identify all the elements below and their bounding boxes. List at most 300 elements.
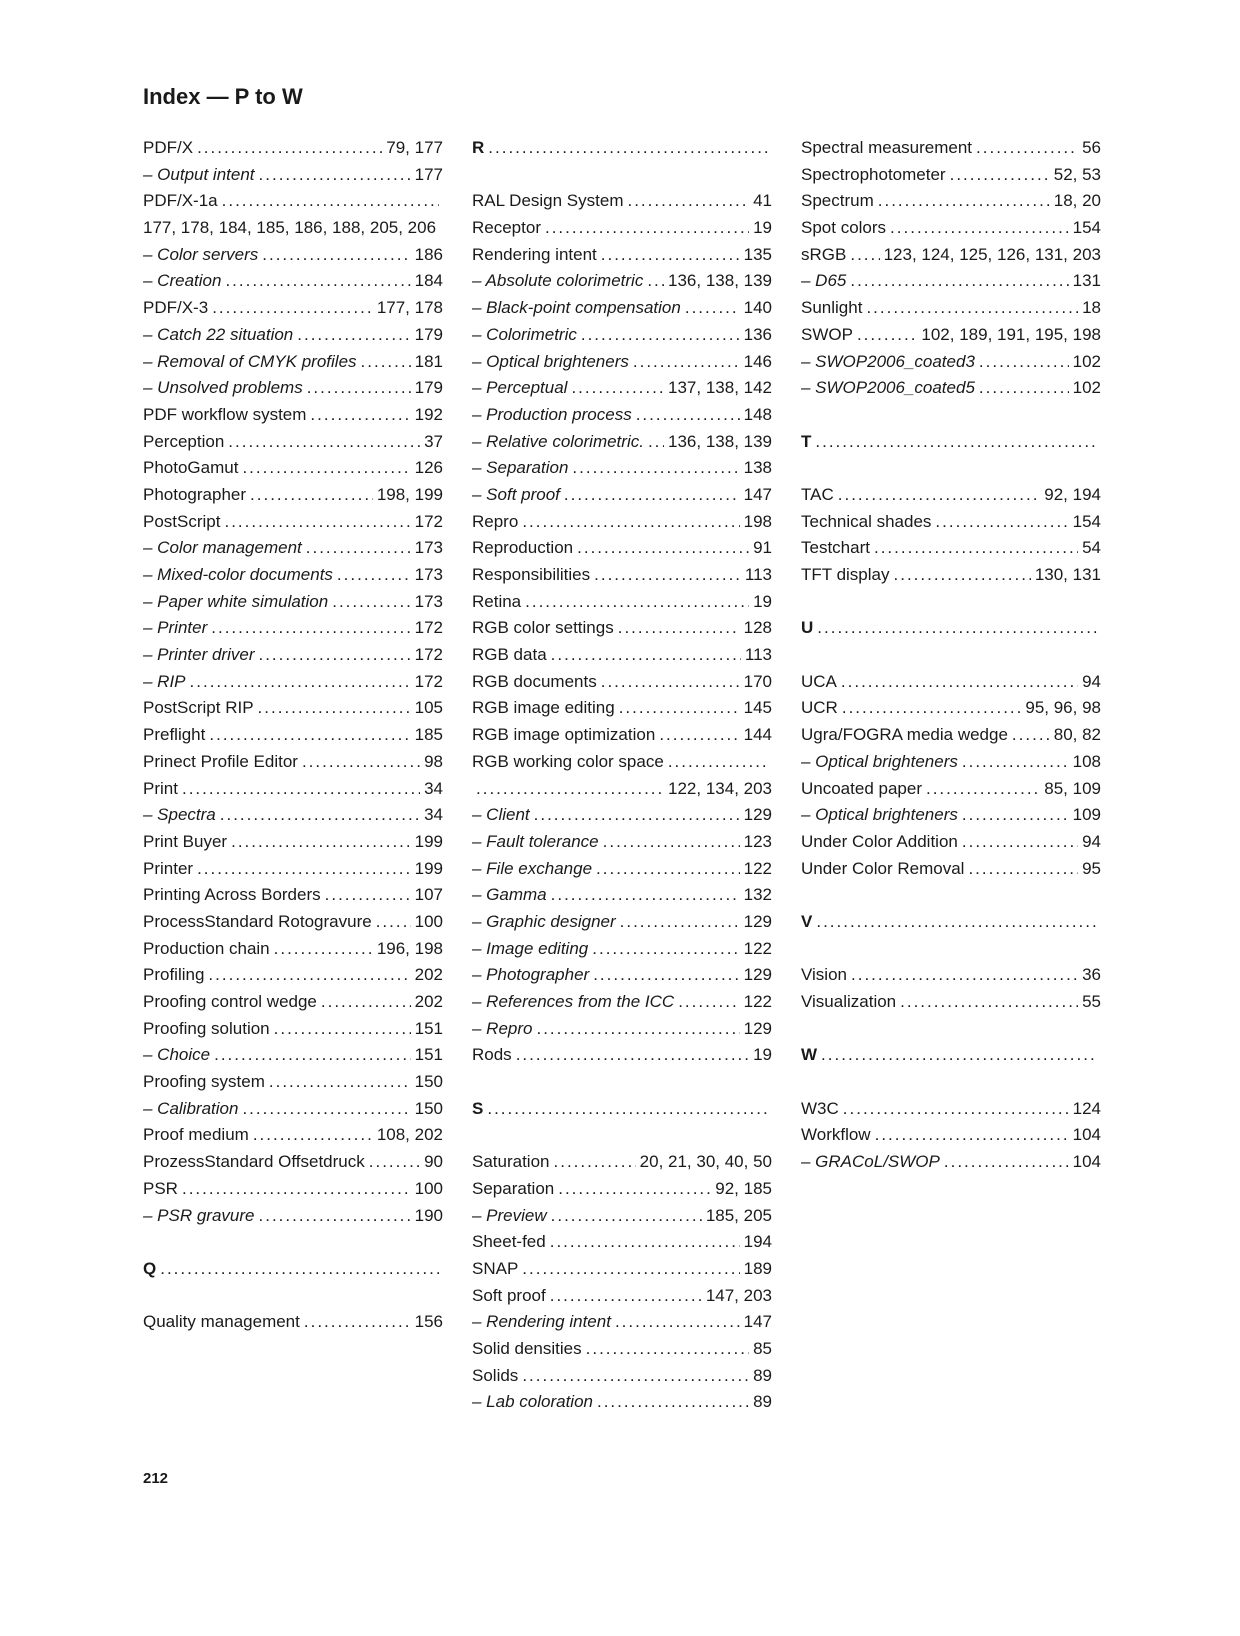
dot-leader: [668, 749, 768, 776]
page-refs: 95: [1082, 858, 1101, 878]
index-entry: [472, 642, 772, 669]
index-letter-heading: [801, 615, 1101, 642]
page-refs: 122: [743, 938, 772, 958]
page-refs: 154: [1072, 511, 1101, 531]
index-term: – Catch 22 situation: [143, 324, 294, 344]
index-entry: [472, 509, 772, 536]
page-refs: 146: [743, 351, 772, 371]
index-entry: [143, 1203, 443, 1230]
dot-leader: [596, 856, 740, 883]
dot-leader: [979, 375, 1069, 402]
index-term: – Image editing: [472, 938, 589, 958]
page-refs: 173: [414, 565, 443, 584]
index-entry: [472, 722, 772, 749]
index-term: Print: [143, 778, 178, 798]
index-term: – Output intent: [143, 164, 255, 184]
index-term: – Printer driver: [143, 645, 255, 665]
index-entry: [801, 349, 1101, 376]
dot-leader: [601, 669, 740, 696]
index-term: Prinect Profile Editor: [143, 751, 298, 771]
index-entry: [143, 562, 443, 589]
page-refs: 198, 199: [376, 484, 443, 504]
index-entry: [801, 562, 1101, 589]
index-term: Responsibilities: [472, 565, 591, 584]
dot-leader: [603, 829, 740, 856]
index-entry: [143, 429, 443, 456]
dot-leader: [242, 1096, 410, 1123]
page-refs: 132: [743, 885, 772, 905]
dot-leader: [551, 642, 741, 669]
index-entry: [472, 669, 772, 696]
index-entry: [472, 856, 772, 883]
index-entry: [472, 1283, 772, 1310]
index-entry: [143, 909, 443, 936]
dot-leader: [211, 615, 410, 642]
dot-leader: [968, 856, 1078, 883]
dot-leader: [564, 482, 740, 509]
page-refs: 177, 178: [376, 298, 443, 318]
dot-leader: [633, 349, 740, 376]
page-refs: 104: [1072, 1152, 1101, 1172]
index-entry: [143, 856, 443, 883]
index-entry: [472, 1176, 772, 1203]
dot-leader: [878, 188, 1050, 215]
page-refs: 202: [414, 965, 443, 985]
index-entry: [143, 322, 443, 349]
dot-leader: [488, 135, 768, 162]
index-term: PostScript RIP: [143, 698, 254, 718]
index-entry: [143, 722, 443, 749]
index-term: PDF/X: [143, 138, 194, 157]
index-entry: [143, 936, 443, 963]
dot-leader: [850, 242, 879, 269]
dot-leader: [208, 962, 410, 989]
page-refs: 129: [743, 805, 772, 825]
index-term: PDF/X-3: [143, 298, 209, 318]
index-entry: [472, 1016, 772, 1043]
page-refs: 192: [414, 404, 443, 424]
dot-leader: [592, 936, 739, 963]
letter-label: S: [472, 1098, 484, 1118]
page-refs: 89: [753, 1392, 772, 1412]
index-spacer: [143, 1283, 443, 1310]
dot-leader: [627, 188, 749, 215]
index-entry: [143, 1096, 443, 1123]
dot-leader: [337, 562, 411, 589]
page-refs: 108: [1072, 751, 1101, 771]
dot-leader: [900, 989, 1078, 1016]
index-entry: [143, 749, 443, 776]
index-entry: [472, 936, 772, 963]
index-entry: [801, 695, 1101, 722]
dot-leader: [1012, 722, 1050, 749]
dot-leader: [522, 1363, 749, 1390]
dot-leader: [209, 722, 410, 749]
page-refs: 172: [414, 618, 443, 638]
dot-leader: [962, 829, 1078, 856]
page-refs: 156: [414, 1312, 443, 1332]
index-entry: [143, 402, 443, 429]
index-entry: [472, 1389, 772, 1416]
index-term: RGB image editing: [472, 698, 615, 718]
dot-leader: [536, 1016, 739, 1043]
dot-leader: [259, 1203, 411, 1230]
dot-leader: [262, 242, 410, 269]
page-refs: 91: [753, 538, 772, 558]
index-entry: [801, 1149, 1101, 1176]
page-refs: 148: [743, 404, 772, 424]
index-term: PostScript: [143, 511, 221, 531]
page-refs: 18, 20: [1053, 191, 1101, 211]
dot-leader: [225, 268, 410, 295]
index-term: Under Color Removal: [801, 858, 965, 878]
index-entry: [472, 989, 772, 1016]
page-refs: 79, 177: [386, 138, 443, 157]
page-refs: 150: [414, 1098, 443, 1118]
index-term: – Removal of CMYK profiles: [143, 351, 357, 371]
page-refs: 124: [1072, 1098, 1101, 1118]
letter-label: T: [801, 431, 812, 451]
index-entry: [801, 215, 1101, 242]
page-refs: 54: [1082, 538, 1101, 558]
dot-leader: [648, 429, 664, 456]
dot-leader: [197, 135, 382, 162]
dot-leader: [821, 1042, 1097, 1069]
page-refs: 85: [753, 1338, 772, 1358]
dot-leader: [962, 749, 1069, 776]
index-letter-heading: [143, 1256, 443, 1283]
page-refs: 172: [414, 511, 443, 531]
index-entry: [472, 802, 772, 829]
dot-leader: [619, 695, 740, 722]
index-entry: [801, 829, 1101, 856]
index-entry: [143, 695, 443, 722]
page-refs: 131: [1072, 271, 1101, 291]
index-term: – Repro: [472, 1018, 533, 1038]
index-term: Proofing solution: [143, 1018, 270, 1038]
index-term: – GRACoL/SWOP: [801, 1152, 940, 1172]
dot-leader: [231, 829, 411, 856]
index-term: Separation: [472, 1178, 555, 1198]
page-refs: 92, 185: [715, 1178, 772, 1198]
index-entry: [143, 776, 443, 803]
page-refs: 138: [743, 458, 772, 478]
dot-leader: [890, 215, 1069, 242]
page-refs: 80, 82: [1053, 725, 1101, 745]
index-term: – Unsolved problems: [143, 378, 303, 398]
dot-leader: [842, 695, 1022, 722]
index-entry: [143, 162, 443, 189]
index-spacer: [801, 402, 1101, 429]
dot-leader: [586, 1336, 749, 1363]
index-entry: [472, 962, 772, 989]
dot-leader: [307, 375, 411, 402]
index-term: RGB data: [472, 645, 547, 665]
page-refs: 179: [414, 378, 443, 398]
index-term: Testchart: [801, 538, 870, 558]
index-term: Vision: [801, 965, 847, 985]
index-entry: [472, 1309, 772, 1336]
page-refs: 122, 134, 203: [668, 778, 772, 798]
dot-leader: [594, 562, 741, 589]
index-entry: [801, 162, 1101, 189]
page-refs: 95, 96, 98: [1025, 698, 1101, 718]
index-term: Receptor: [472, 218, 541, 238]
index-term: Rods: [472, 1045, 512, 1065]
index-term: – File exchange: [472, 858, 593, 878]
index-term: – Calibration: [143, 1098, 239, 1118]
page-refs: 196, 198: [376, 938, 443, 958]
page-refs: 179: [414, 324, 443, 344]
index-spacer: [472, 1122, 772, 1149]
index-entry: [801, 188, 1101, 215]
index-entry: [801, 509, 1101, 536]
page-refs: 18: [1082, 298, 1101, 318]
page-refs: 140: [743, 298, 772, 318]
index-term: SWOP: [801, 324, 853, 344]
dot-leader: [250, 482, 373, 509]
page-refs: 151: [414, 1045, 443, 1065]
index-term: UCA: [801, 671, 837, 691]
index-entry: [143, 882, 443, 909]
index-term: Solid densities: [472, 1338, 582, 1358]
index-term: – SWOP2006_coated3: [801, 351, 975, 371]
page-refs: 151: [414, 1018, 443, 1038]
letter-label: Q: [143, 1258, 157, 1278]
dot-leader: [476, 776, 664, 803]
page-refs: 147, 203: [705, 1285, 772, 1305]
index-entry: [472, 882, 772, 909]
page-refs: 128: [743, 618, 772, 638]
index-entry: [472, 776, 772, 803]
index-entry: [472, 375, 772, 402]
index-entry: [143, 1042, 443, 1069]
dot-leader: [197, 856, 411, 883]
page-refs: 172: [414, 645, 443, 665]
dot-leader: [522, 509, 739, 536]
dot-leader: [841, 669, 1078, 696]
letter-label: V: [801, 911, 813, 931]
index-entry: [143, 135, 443, 162]
dot-leader: [647, 268, 664, 295]
index-entry: [801, 722, 1101, 749]
index-term: UCR: [801, 698, 838, 718]
index-entry: [472, 1336, 772, 1363]
index-term: – Fault tolerance: [472, 831, 599, 851]
index-term: Photographer: [143, 484, 247, 504]
index-term: 177, 178, 184, 185, 186, 188, 205, 206: [143, 218, 437, 238]
index-term: Sheet-fed: [472, 1232, 546, 1252]
dot-leader: [306, 535, 411, 562]
page-refs: 37: [424, 431, 443, 451]
index-term: – Color management: [143, 538, 302, 558]
dot-leader: [551, 1203, 702, 1230]
page-refs: 52, 53: [1053, 164, 1101, 184]
index-term: – Lab coloration: [472, 1392, 593, 1412]
dot-leader: [597, 1389, 749, 1416]
index-term: Repro: [472, 511, 519, 531]
index-term: – Black-point compensation: [472, 298, 681, 318]
index-term: Proofing control wedge: [143, 992, 317, 1011]
dot-leader: [979, 349, 1069, 376]
dot-leader: [525, 589, 749, 616]
page-refs: 126: [414, 458, 443, 478]
page-refs: 36: [1082, 965, 1101, 985]
index-entry: [472, 295, 772, 322]
dot-leader: [304, 1309, 411, 1336]
dot-leader: [857, 322, 917, 349]
letter-label: R: [472, 138, 485, 157]
page-refs: 100: [414, 1178, 443, 1198]
index-entry: [472, 429, 772, 456]
page-refs: 137, 138, 142: [668, 378, 772, 398]
page-refs: 150: [414, 1072, 443, 1092]
page-refs: 34: [424, 805, 443, 825]
index-term: Spectrum: [801, 191, 874, 211]
letter-label: W: [801, 1045, 818, 1065]
page-refs: 19: [753, 218, 772, 238]
index-entry: [472, 615, 772, 642]
page-refs: 184: [414, 271, 443, 291]
dot-leader: [369, 1149, 420, 1176]
page-refs: 194: [743, 1232, 772, 1252]
dot-leader: [297, 322, 410, 349]
index-entry: [472, 1149, 772, 1176]
index-entry: [143, 455, 443, 482]
dot-leader: [258, 695, 411, 722]
index-term: SNAP: [472, 1258, 519, 1278]
page-refs: 123, 124, 125, 126, 131, 203: [883, 244, 1101, 264]
page-refs: 147: [743, 1312, 772, 1332]
index-entry: [801, 1096, 1101, 1123]
index-spacer: [801, 936, 1101, 963]
index-term: Technical shades: [801, 511, 932, 531]
index-term: Ugra/FOGRA media wedge: [801, 725, 1008, 745]
index-entry: [801, 375, 1101, 402]
page-refs: 189: [743, 1258, 772, 1278]
index-term: TFT display: [801, 565, 890, 584]
index-entry: [472, 268, 772, 295]
page-refs: 130, 131: [1034, 565, 1101, 584]
dot-leader: [976, 135, 1078, 162]
dot-leader: [182, 776, 420, 803]
dot-leader: [253, 1122, 373, 1149]
dot-leader: [636, 402, 740, 429]
index-term: TAC: [801, 484, 834, 504]
page-refs: 108, 202: [376, 1125, 443, 1145]
page-refs: 190: [414, 1205, 443, 1225]
page-refs: 122: [743, 992, 772, 1011]
dot-leader: [310, 402, 410, 429]
index-entry: [143, 295, 443, 322]
index-term: sRGB: [801, 244, 847, 264]
page-refs: 136: [743, 324, 772, 344]
page-refs: 129: [743, 911, 772, 931]
index-term: ProcessStandard Rotogravure: [143, 911, 372, 931]
dot-leader: [816, 909, 1097, 936]
index-letter-heading: [801, 429, 1101, 456]
index-spacer: [472, 1069, 772, 1096]
dot-leader: [554, 1149, 636, 1176]
dot-leader: [550, 1229, 740, 1256]
index-entry: [472, 909, 772, 936]
index-term: – RIP: [143, 671, 186, 691]
page-refs: 105: [414, 698, 443, 718]
index-term: – SWOP2006_coated5: [801, 378, 975, 398]
index-term: – References from the ICC: [472, 992, 675, 1011]
index-entry: [801, 749, 1101, 776]
dot-leader: [944, 1149, 1069, 1176]
index-term: – Soft proof: [472, 484, 560, 504]
index-entry: [472, 535, 772, 562]
page-refs: 56: [1082, 138, 1101, 157]
dot-leader: [258, 642, 410, 669]
page-refs: 102: [1072, 351, 1101, 371]
page-refs: 173: [414, 538, 443, 558]
page-refs: 129: [743, 965, 772, 985]
page-refs: 107: [414, 885, 443, 905]
dot-leader: [325, 882, 411, 909]
index-entry: [472, 322, 772, 349]
index-term: Printer: [143, 858, 194, 878]
dot-leader: [838, 482, 1041, 509]
index-term: W3C: [801, 1098, 839, 1118]
index-term: – Rendering intent: [472, 1312, 611, 1332]
page-refs: 199: [414, 831, 443, 851]
index-term: – Colorimetric: [472, 324, 577, 344]
dot-leader: [581, 322, 740, 349]
index-term: Profiling: [143, 965, 205, 985]
index-term: RGB color settings: [472, 618, 614, 638]
index-entry: [472, 1229, 772, 1256]
dot-leader: [593, 962, 739, 989]
index-entry: [472, 242, 772, 269]
index-letter-heading: [472, 135, 772, 162]
dot-leader: [274, 1016, 411, 1043]
dot-leader: [534, 802, 740, 829]
index-entry: [143, 375, 443, 402]
dot-leader: [220, 802, 420, 829]
dot-leader: [182, 1176, 411, 1203]
index-term: RGB documents: [472, 671, 597, 691]
dot-leader: [577, 535, 749, 562]
page-refs: 123: [743, 831, 772, 851]
index-entry: [143, 349, 443, 376]
dot-leader: [228, 429, 420, 456]
index-term: – Spectra: [143, 805, 216, 825]
index-entry: [801, 295, 1101, 322]
index-term: RAL Design System: [472, 191, 624, 211]
dot-leader: [222, 188, 439, 215]
dot-leader: [874, 535, 1078, 562]
dot-leader: [516, 1042, 749, 1069]
index-entry: [801, 535, 1101, 562]
index-entry: [472, 589, 772, 616]
index-term: – Color servers: [143, 244, 259, 264]
index-spacer: [801, 1016, 1101, 1043]
page-refs: 92, 194: [1044, 484, 1101, 504]
dot-leader: [851, 962, 1078, 989]
page-refs: 89: [753, 1365, 772, 1385]
page-refs: 198: [743, 511, 772, 531]
dot-leader: [926, 776, 1040, 803]
index-term: Sunlight: [801, 298, 863, 318]
dot-leader: [558, 1176, 711, 1203]
dot-leader: [551, 882, 740, 909]
index-term: PhotoGamut: [143, 458, 239, 478]
index-entry: [801, 242, 1101, 269]
index-entry: [472, 829, 772, 856]
